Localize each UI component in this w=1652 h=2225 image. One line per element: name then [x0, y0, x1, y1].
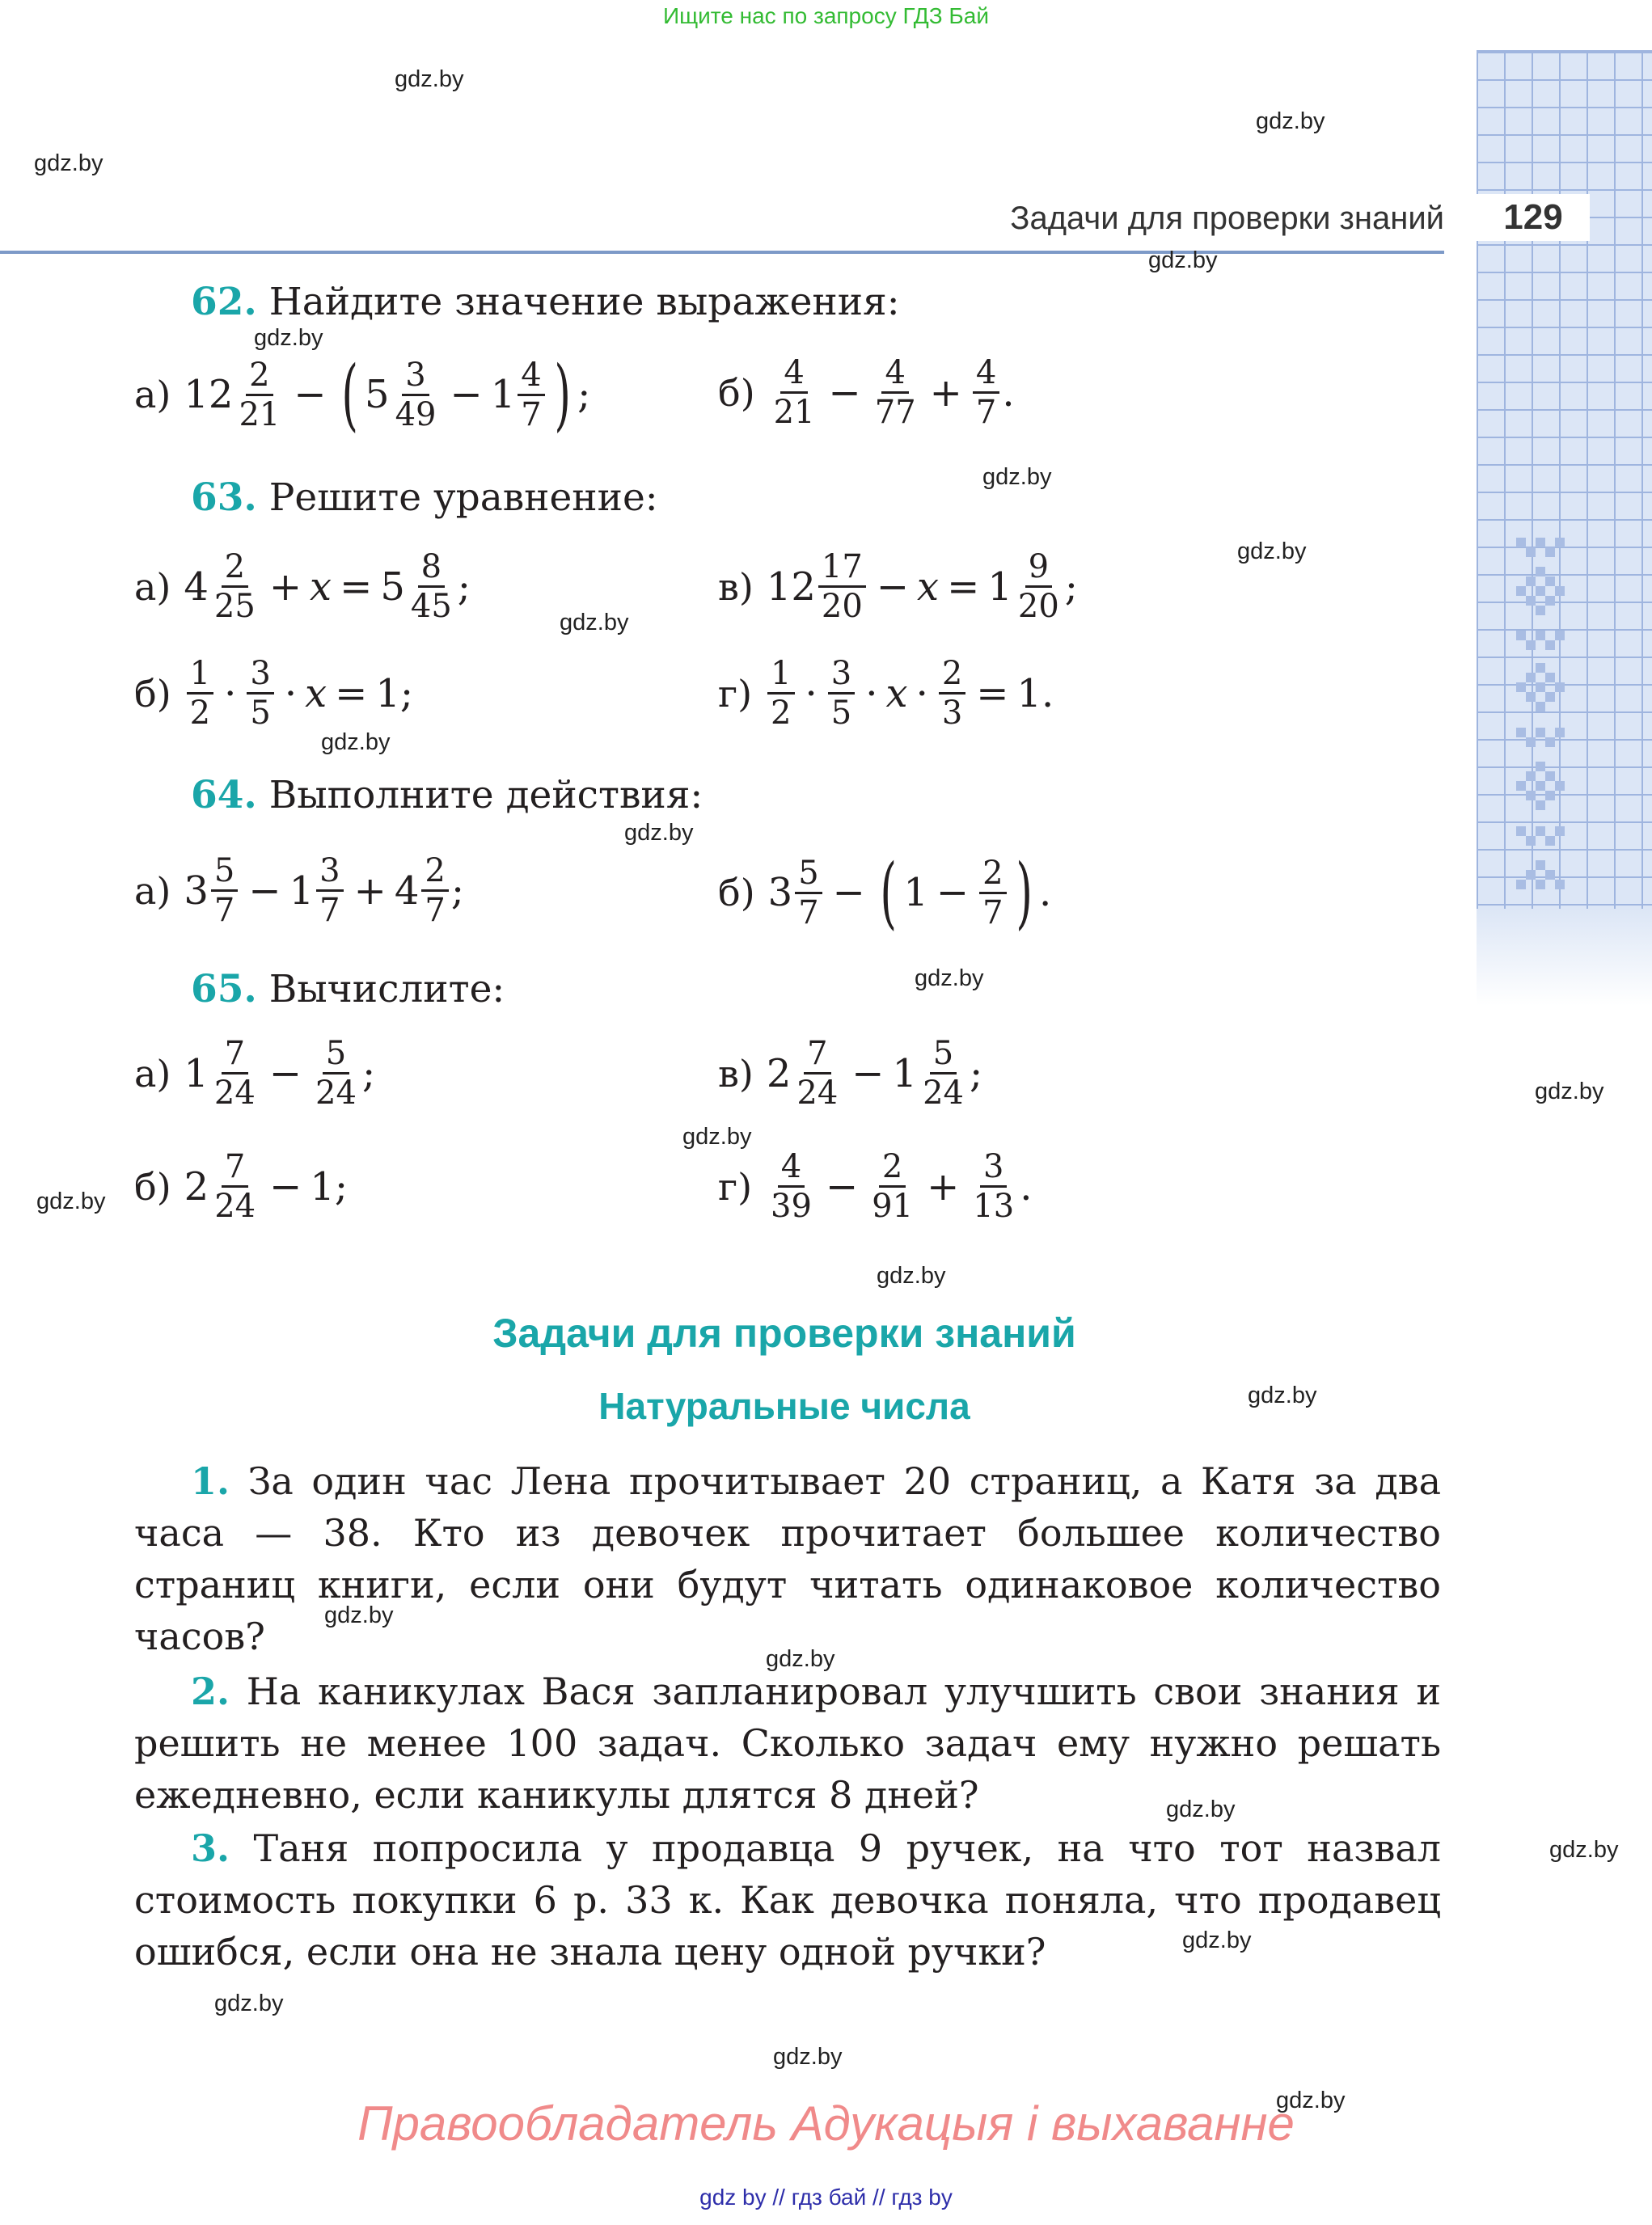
problem-text: Найдите значение выражения:	[268, 280, 900, 324]
fraction: $\frac{5}{7}$	[211, 854, 238, 927]
operator: −	[450, 372, 483, 417]
task-text: На каникулах Вася запланировал улучшить свои знания и решить не менее 100 задач. Сколько задач ему нужно решать ежедневно, если каникулы длятся 8 дней?	[134, 1670, 1441, 1817]
punct: .	[1002, 369, 1015, 416]
fraction: $\frac{7}{24}$	[213, 1035, 256, 1112]
operator: ·	[805, 670, 818, 716]
operator: ·	[915, 670, 928, 716]
watermark: gdz.by	[324, 1602, 394, 1628]
fraction: $\frac{7}{24}$	[796, 1035, 839, 1112]
task-number: 3.	[191, 1826, 230, 1870]
whole: 5	[365, 372, 390, 417]
problem-64b	[718, 847, 1052, 938]
fraction: $\frac{2}{25}$	[213, 548, 256, 625]
watermark: gdz.by	[1248, 1383, 1317, 1408]
punct: .	[1020, 1163, 1033, 1210]
watermark: gdz.by	[982, 464, 1052, 490]
section-subtitle: Натуральные числа	[598, 1385, 970, 1427]
paren-close: )	[554, 349, 571, 440]
watermark: gdz.by	[1148, 247, 1218, 273]
ornament-icon	[1512, 534, 1569, 906]
watermark: gdz.by	[1549, 1837, 1619, 1863]
problem-text: Выполните действия:	[268, 773, 703, 817]
watermark: gdz.by	[321, 729, 391, 755]
watermark: gdz.by	[560, 610, 629, 635]
problem-number: 64.	[191, 773, 257, 817]
watermark: gdz.by	[1256, 108, 1325, 134]
problem-65g	[718, 1150, 1032, 1223]
problem-65-title	[191, 967, 505, 1011]
fraction: $\frac{3}{13}$	[973, 1148, 1015, 1225]
section-title: Задачи для проверки знаний	[492, 1311, 1076, 1356]
watermark: gdz.by	[624, 820, 694, 846]
fraction: $\frac{2}{7}$	[979, 856, 1006, 930]
item-label: г)	[718, 671, 753, 716]
side-grid-fade	[1477, 909, 1652, 1006]
watermark: gdz.by	[915, 965, 984, 991]
item-label: в)	[718, 564, 754, 609]
whole: 5	[380, 564, 405, 610]
punct: ;	[577, 372, 591, 417]
operator: −	[825, 1163, 859, 1210]
operator: −	[269, 1163, 302, 1210]
variable-x: x	[885, 670, 908, 716]
item-label: б)	[718, 370, 755, 415]
item-label: б)	[134, 671, 171, 716]
item-label: б)	[134, 1164, 171, 1209]
problem-63a	[134, 550, 471, 623]
fraction: $\frac{5}{24}$	[315, 1035, 357, 1112]
top-search-link[interactable]: Ищите нас по запросу ГДЗ Бай	[662, 3, 990, 28]
item-label: а)	[134, 564, 171, 609]
operator: −	[828, 369, 861, 416]
whole: 1	[987, 564, 1012, 610]
problem-text: Вычислите:	[268, 967, 505, 1011]
variable-x: x	[305, 670, 327, 716]
fraction: $\frac{3}{7}$	[316, 854, 343, 927]
watermark: gdz.by	[254, 325, 323, 351]
watermark: gdz.by	[877, 1263, 946, 1289]
punct: ;	[1064, 564, 1078, 610]
punct: ;	[334, 1163, 349, 1210]
running-header: Задачи для проверки знаний	[1010, 201, 1444, 236]
operator: ·	[224, 670, 237, 716]
fraction: $\frac{3}{5}$	[247, 657, 273, 730]
item-label: а)	[134, 868, 171, 913]
problem-number: 65.	[191, 967, 257, 1011]
equals: =	[340, 564, 373, 610]
problem-text: Решите уравнение:	[268, 475, 658, 520]
watermark: gdz.by	[1182, 1927, 1252, 1953]
task-text: Таня попросила у продавца 9 ручек, на что тот назвал стоимость покупки 6 р. 33 к. Как девочка поняла, что продавец ошибся, если она не знала цену одной ручки?	[134, 1826, 1442, 1974]
fraction: $\frac{7}{24}$	[214, 1148, 256, 1225]
problem-65b	[134, 1150, 348, 1223]
whole: 1	[490, 372, 516, 417]
operator: −	[876, 564, 910, 610]
problem-64a	[134, 854, 464, 927]
fraction: $\frac{4}{77}$	[874, 354, 916, 431]
problem-number: 62.	[191, 280, 257, 324]
fraction: $\frac{4}{7}$	[973, 356, 999, 429]
item-label: г)	[718, 1164, 753, 1209]
whole: 1	[892, 1050, 918, 1096]
header-rule	[0, 251, 1444, 254]
equals: =	[976, 670, 1009, 716]
whole: 1	[289, 868, 315, 914]
whole: 2	[184, 1163, 209, 1210]
equals: =	[947, 564, 980, 610]
rhs: 1	[375, 670, 400, 716]
operator: −	[294, 372, 327, 417]
punct: ;	[969, 1050, 983, 1096]
punct: .	[1038, 870, 1052, 915]
task-2	[134, 1666, 1441, 1821]
punct: ;	[457, 564, 471, 610]
item-label: б)	[718, 871, 755, 914]
watermark: gdz.by	[395, 66, 464, 92]
problem-62b	[718, 356, 1015, 429]
fraction: $\frac{2}{91}$	[872, 1148, 914, 1225]
operator: −	[936, 870, 970, 915]
problem-63v	[718, 550, 1078, 623]
whole: 2	[766, 1050, 792, 1096]
whole: 1	[184, 1050, 209, 1096]
watermark: gdz.by	[36, 1188, 106, 1214]
whole: 12	[184, 372, 234, 417]
operator: +	[929, 369, 962, 416]
punct: ;	[361, 1050, 376, 1096]
item-label: а)	[134, 373, 171, 416]
operator: ·	[865, 670, 878, 716]
whole: 3	[767, 870, 793, 915]
paren-close: )	[1015, 847, 1033, 938]
copyright-notice: Правообладатель Адукацыя і выхаванне	[357, 2096, 1295, 2151]
problem-65v	[718, 1037, 982, 1110]
task-number: 2.	[191, 1670, 230, 1713]
task-3	[134, 1822, 1441, 1978]
task-number: 1.	[191, 1459, 230, 1503]
fraction: $\frac{17}{20}$	[818, 550, 866, 623]
equals: =	[335, 670, 368, 716]
bottom-links[interactable]: gdz by // гдз бай // гдз by	[699, 2185, 953, 2210]
problem-63-title	[191, 475, 658, 520]
operator: ·	[284, 670, 298, 716]
fraction: $\frac{1}{2}$	[767, 657, 794, 730]
watermark: gdz.by	[1166, 1796, 1236, 1822]
operator: −	[248, 868, 281, 914]
fraction: $\frac{5}{24}$	[923, 1035, 964, 1112]
operator: +	[353, 868, 387, 914]
operator: +	[927, 1163, 960, 1210]
watermark: gdz.by	[1535, 1079, 1604, 1104]
punct: ;	[450, 868, 464, 914]
watermark: gdz.by	[214, 1991, 284, 2016]
watermark: gdz.by	[1237, 538, 1307, 564]
fraction: $\frac{4}{39}$	[771, 1148, 812, 1225]
punct: .	[1041, 670, 1054, 716]
watermark: gdz.by	[766, 1646, 835, 1672]
fraction: $\frac{3}{5}$	[828, 657, 855, 730]
operator: −	[851, 1050, 885, 1096]
fraction: $\frac{2}{21}$	[239, 356, 281, 433]
punct: ;	[399, 670, 414, 716]
paren-open: (	[341, 349, 358, 440]
watermark: gdz.by	[34, 150, 104, 176]
rhs: 1	[1016, 670, 1042, 716]
fraction: $\frac{5}{7}$	[795, 856, 822, 930]
fraction: $\frac{3}{49}$	[395, 356, 437, 433]
page-number: 129	[1477, 194, 1590, 241]
fraction: $\frac{8}{45}$	[410, 548, 452, 625]
watermark: gdz.by	[1276, 2088, 1346, 2113]
fraction: $\frac{2}{7}$	[421, 854, 448, 927]
whole: 4	[184, 564, 209, 610]
operator: +	[268, 564, 302, 610]
fraction: $\frac{1}{2}$	[187, 657, 213, 730]
paren-open: (	[880, 847, 897, 938]
problem-63b	[134, 657, 413, 730]
rhs: 1	[310, 1163, 335, 1210]
problem-64-title	[191, 773, 703, 817]
item-label: в)	[718, 1051, 754, 1096]
variable-x: x	[310, 564, 332, 610]
operator: −	[268, 1050, 302, 1096]
variable-x: x	[917, 564, 940, 610]
fraction: $\frac{2}{3}$	[939, 657, 965, 730]
item-label: а)	[134, 1051, 171, 1096]
problem-number: 63.	[191, 475, 257, 520]
watermark: gdz.by	[773, 2044, 843, 2070]
watermark: gdz.by	[682, 1124, 752, 1150]
problem-63g	[718, 657, 1054, 730]
task-1	[134, 1455, 1441, 1662]
problem-62-title	[191, 280, 900, 324]
operator: −	[832, 870, 865, 915]
problem-65a	[134, 1037, 375, 1110]
whole: 3	[184, 868, 209, 914]
task-text: За один час Лена прочитывает 20 страниц, а Катя за два часа — 38. Кто из девочек прочитает большее количество страниц книги, если они будут читать одинаковое количество часов?	[134, 1459, 1442, 1658]
whole: 1	[903, 870, 928, 915]
fraction: $\frac{4}{21}$	[773, 354, 815, 431]
whole: 12	[766, 564, 816, 610]
whole: 4	[394, 868, 420, 914]
fraction: $\frac{9}{20}$	[1017, 548, 1059, 625]
problem-62a	[134, 349, 591, 440]
fraction: $\frac{4}{7}$	[518, 358, 544, 432]
